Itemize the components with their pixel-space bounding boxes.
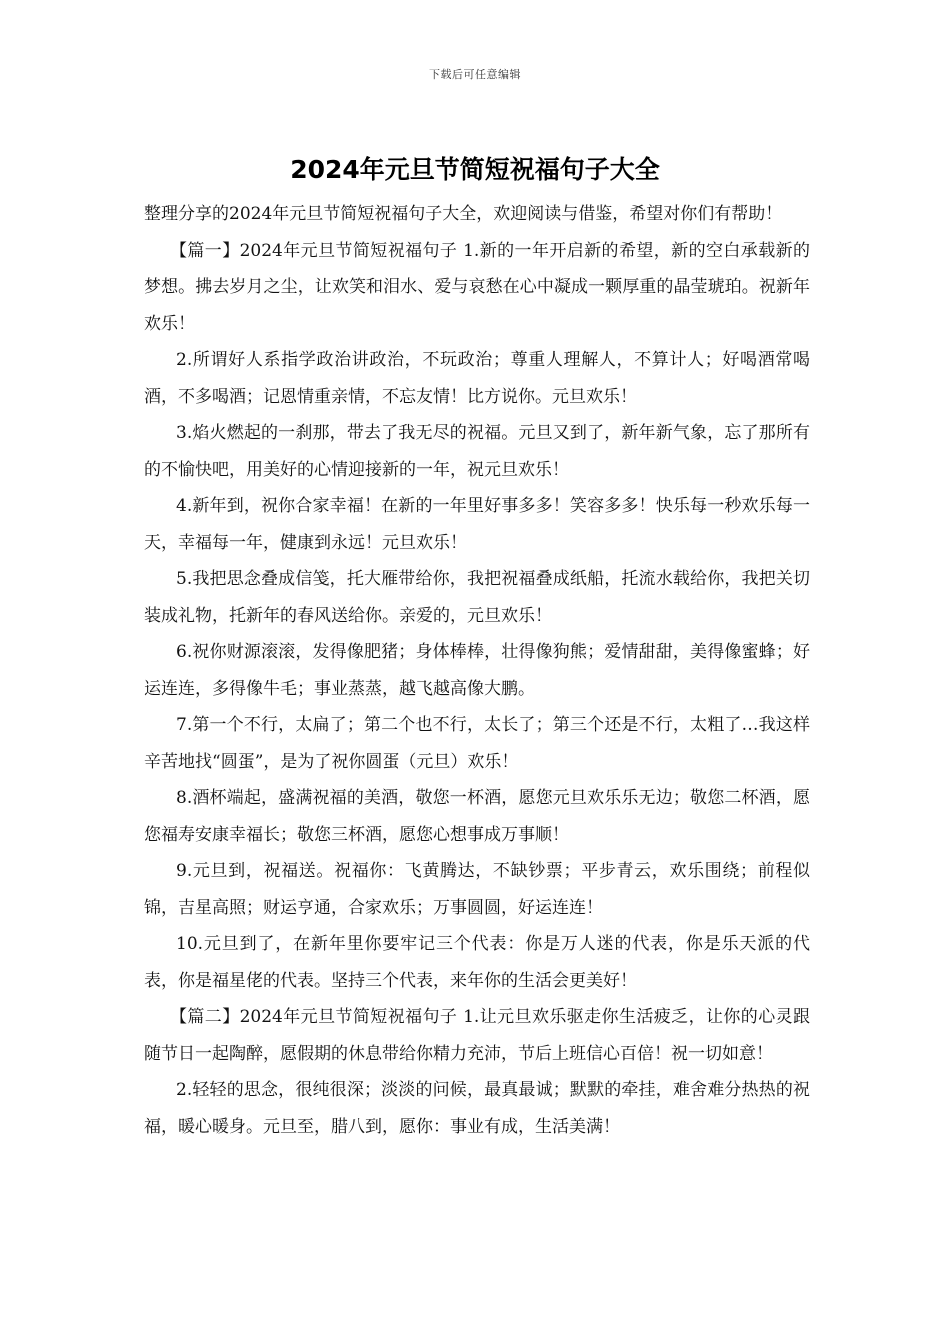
paragraph-item-8: 8.酒杯端起，盛满祝福的美酒，敬您一杯酒，愿您元旦欢乐乐无边；敬您二杯酒，愿您福寿安康幸福长；敬您三杯酒，愿您心想事成万事顺！ <box>144 788 810 845</box>
paragraph-item-3: 3.焰火燃起的一刹那，带去了我无尽的祝福。元旦又到了，新年新气象，忘了那所有的不愉快吧，用美好的心情迎接新的一年，祝元旦欢乐！ <box>144 423 810 480</box>
page-header-note: 下载后可任意编辑 <box>429 68 521 81</box>
paragraph-item-4: 4.新年到，祝你合家幸福！在新的一年里好事多多！笑容多多！快乐每一秒欢乐每一天，幸福每一年，健康到永远！元旦欢乐！ <box>144 496 810 553</box>
paragraph-item-2: 2.所谓好人系指学政治讲政治，不玩政治；尊重人理解人，不算计人；好喝酒常喝酒，不多喝酒；记恩情重亲情，不忘友情！比方说你。元旦欢乐！ <box>144 350 810 407</box>
paragraph-item-6: 6.祝你财源滚滚，发得像肥猪；身体棒棒，壮得像狗熊；爱情甜甜，美得像蜜蜂；好运连连，多得像牛毛；事业蒸蒸，越飞越高像大鹏。 <box>144 642 810 699</box>
paragraph-section-one-item-1: 【篇一】2024年元旦节简短祝福句子 1.新的一年开启新的希望，新的空白承载新的梦想。拂去岁月之尘，让欢笑和泪水、爱与哀愁在心中凝成一颗厚重的晶莹琥珀。祝新年欢乐！ <box>144 240 810 334</box>
document-title: 2024年元旦节简短祝福句子大全 <box>290 155 660 184</box>
intro-paragraph: 整理分享的2024年元旦节简短祝福句子大全，欢迎阅读与借鉴，希望对你们有帮助！ <box>144 204 783 224</box>
paragraph-item-10: 10.元旦到了，在新年里你要牢记三个代表：你是万人迷的代表，你是乐天派的代表，你是福星佬的代表。坚持三个代表，来年你的生活会更美好！ <box>144 934 810 991</box>
paragraph-item-7: 7.第一个不行，太扁了；第二个也不行，太长了；第三个还是不行，太粗了…我这样辛苦地找“圆蛋”，是为了祝你圆蛋（元旦）欢乐！ <box>144 715 810 772</box>
document-body <box>144 196 810 1145</box>
paragraph-item-9: 9.元旦到，祝福送。祝福你：飞黄腾达，不缺钞票；平步青云，欢乐围绕；前程似锦，吉星高照；财运亨通，合家欢乐；万事圆圆，好运连连！ <box>144 861 810 918</box>
paragraph-section-two-item-1: 【篇二】2024年元旦节简短祝福句子 1.让元旦欢乐驱走你生活疲乏，让你的心灵跟随节日一起陶醉，愿假期的休息带给你精力充沛，节后上班信心百倍！祝一切如意！ <box>144 1007 810 1064</box>
paragraph-section-two-item-2: 2.轻轻的思念，很纯很深；淡淡的问候，最真最诚；默默的牵挂，难舍难分热热的祝福，暖心暖身。元旦至，腊八到，愿你：事业有成，生活美满！ <box>144 1080 810 1137</box>
paragraph-item-5: 5.我把思念叠成信笺，托大雁带给你，我把祝福叠成纸船，托流水载给你，我把关切装成礼物，托新年的春风送给你。亲爱的，元旦欢乐！ <box>144 569 810 626</box>
